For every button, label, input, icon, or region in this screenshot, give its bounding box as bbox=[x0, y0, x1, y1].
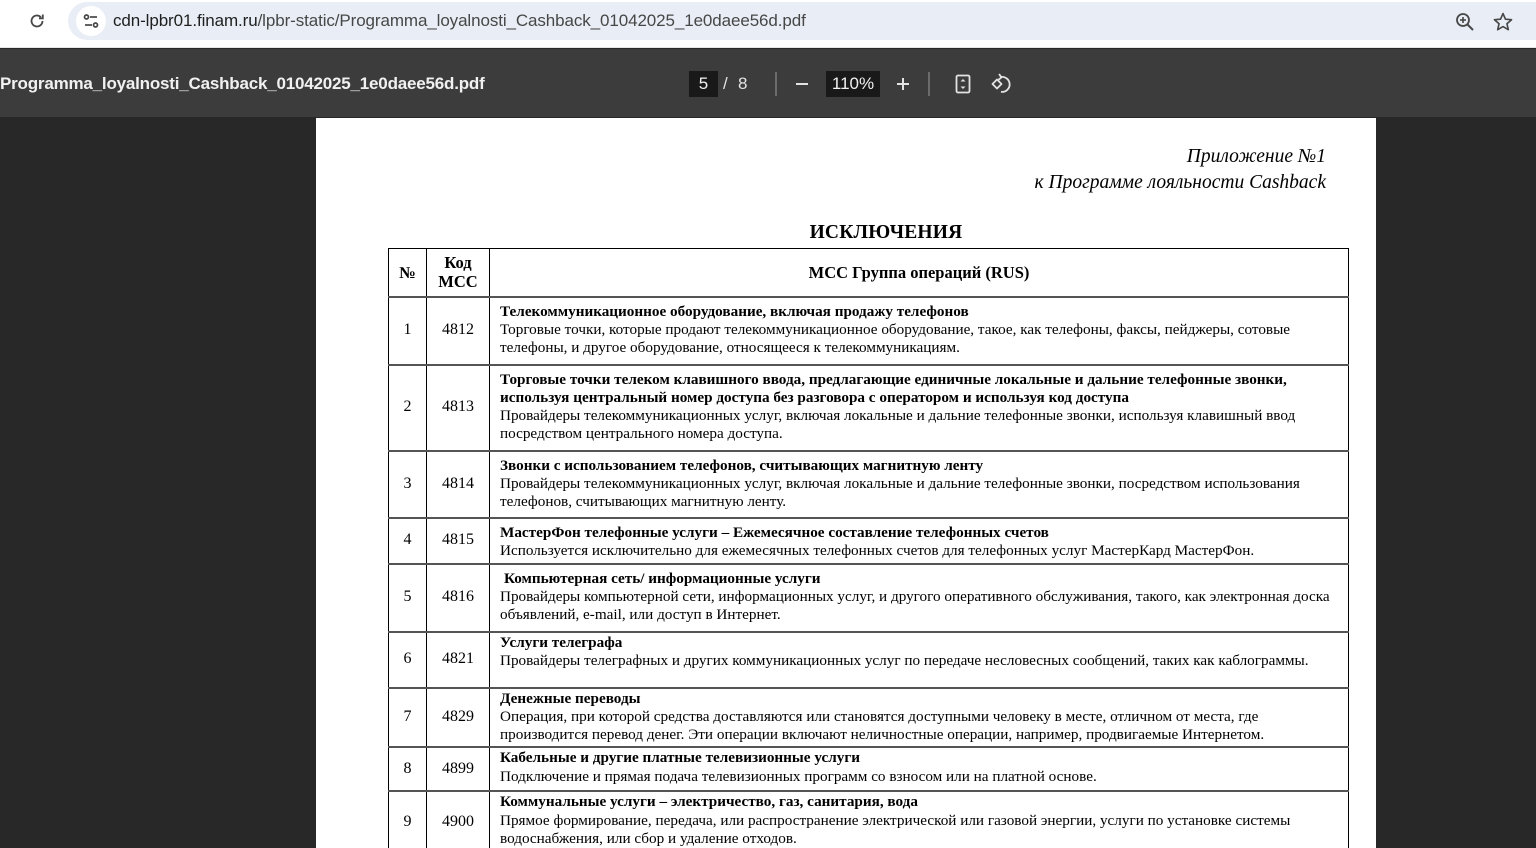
row-text: Торговые точки, которые продают телекоммуникационное оборудование, такое, как телефоны, факсы, пейджеры, сотовые телефоны, и другое оборудование, относящееся к телекоммуникациям. bbox=[500, 320, 1291, 357]
header-code-line-1: Код bbox=[444, 253, 472, 273]
row-description bbox=[490, 632, 1349, 688]
row-description bbox=[490, 518, 1349, 564]
minus-icon bbox=[794, 76, 810, 92]
row-text: Подключение и прямая подача телевизионных программ со взносом или на платной основе. bbox=[500, 767, 1097, 785]
zoom-level-input[interactable]: 110% bbox=[826, 71, 880, 97]
reload-icon bbox=[28, 12, 46, 30]
header-number: № bbox=[389, 249, 427, 297]
row-mcc-code: 4829 bbox=[427, 688, 490, 748]
row-text: Операция, при которой средства доставляются или становятся доступными человеку в месте, отличном от места, где производится перевод денег. Эти операции включают неличностные операции, например, продвигаемые Интернетом. bbox=[500, 707, 1265, 744]
browser-toolbar bbox=[0, 0, 1536, 48]
row-mcc-code: 4815 bbox=[427, 518, 490, 564]
row-text: Провайдеры компьютерной сети, информационных услуг, и другого оперативного обслуживания, такого, как электронная доска объявлений, e-mail, или доступ в Интернет. bbox=[500, 587, 1330, 624]
row-title: Компьютерная сеть/ информационные услуги bbox=[504, 569, 821, 587]
table-row bbox=[389, 688, 1349, 748]
row-text: Прямое формирование, передача, или распространение электрической или газовой энергии, услуги по установке системы водоснабжения, или сбор и удаление отходов. bbox=[500, 811, 1291, 847]
zoom-in-icon bbox=[1455, 12, 1475, 32]
address-bar[interactable] bbox=[68, 2, 1536, 40]
table-row bbox=[389, 365, 1349, 451]
rotate-button[interactable] bbox=[988, 69, 1016, 99]
page-total: 8 bbox=[738, 74, 748, 93]
appendix-caption bbox=[1035, 144, 1326, 196]
row-text: Провайдеры телеграфных и других коммуникационных услуг по передаче несловесных сообщений, таких как каблограммы. bbox=[500, 651, 1309, 669]
row-description bbox=[490, 791, 1349, 848]
row-description bbox=[490, 365, 1349, 451]
url-host: cdn-lpbr01.finam.ru bbox=[113, 11, 258, 30]
pdf-page bbox=[316, 118, 1376, 848]
document-heading: ИСКЛЮЧЕНИЯ bbox=[809, 222, 963, 243]
tune-icon bbox=[82, 13, 100, 29]
zoom-in-button[interactable] bbox=[890, 69, 916, 99]
row-title: Звонки с использованием телефонов, считывающих магнитную ленту bbox=[500, 456, 984, 474]
row-description bbox=[490, 688, 1349, 748]
row-mcc-code: 4814 bbox=[427, 451, 490, 518]
row-number: 5 bbox=[389, 564, 427, 632]
row-title: Коммунальные услуги – электричество, газ, санитария, вода bbox=[500, 793, 918, 811]
row-title: Телекоммуникационное оборудование, включая продажу телефонов bbox=[500, 302, 969, 320]
header-mcc-code bbox=[427, 249, 490, 297]
pdf-viewer[interactable] bbox=[0, 117, 1536, 848]
row-number: 1 bbox=[389, 297, 427, 365]
table-row bbox=[389, 564, 1349, 632]
row-number: 8 bbox=[389, 747, 427, 791]
zoom-out-button[interactable] bbox=[789, 69, 815, 99]
table-row bbox=[389, 632, 1349, 688]
table-header-row bbox=[389, 249, 1349, 297]
row-mcc-code: 4813 bbox=[427, 365, 490, 451]
bookmark-button[interactable] bbox=[1490, 9, 1516, 35]
row-title: МастерФон телефонные услуги – Ежемесячное составление телефонных счетов bbox=[500, 523, 1049, 541]
fit-to-page-button[interactable] bbox=[951, 69, 975, 99]
row-text: Используется исключительно для ежемесячных телефонных счетов для телефонных услуг МастерКард МастерФон. bbox=[500, 541, 1255, 559]
table-row bbox=[389, 297, 1349, 365]
table-row bbox=[389, 747, 1349, 791]
row-description bbox=[490, 297, 1349, 365]
row-mcc-code: 4899 bbox=[427, 747, 490, 791]
pdf-toolbar bbox=[0, 49, 1536, 117]
header-group: МСС Группа операций (RUS) bbox=[490, 249, 1349, 297]
row-number: 7 bbox=[389, 688, 427, 748]
reload-button[interactable] bbox=[22, 8, 52, 34]
page-separator: / bbox=[723, 74, 728, 93]
site-info-button[interactable] bbox=[76, 6, 106, 36]
row-title: Торговые точки телеком клавишного ввода, предлагающие единичные локальные и дальние телефонные звонки, используя центральный номер доступа без разговора с оператором и используя код доступа bbox=[500, 370, 1287, 406]
row-description bbox=[490, 747, 1349, 791]
row-mcc-code: 4816 bbox=[427, 564, 490, 632]
pdf-title: Programma_loyalnosti_Cashback_01042025_1e0daee56d.pdf bbox=[0, 74, 485, 93]
url-text[interactable] bbox=[113, 11, 806, 31]
table-row bbox=[389, 791, 1349, 848]
row-number: 4 bbox=[389, 518, 427, 564]
mcc-exclusions-table bbox=[388, 248, 1349, 848]
star-icon bbox=[1492, 11, 1514, 33]
row-title: Денежные переводы bbox=[500, 689, 641, 707]
row-description bbox=[490, 564, 1349, 632]
row-mcc-code: 4812 bbox=[427, 297, 490, 365]
table-row bbox=[389, 451, 1349, 518]
fit-page-icon bbox=[955, 74, 971, 94]
row-text: Провайдеры телекоммуникационных услуг, включая локальные и дальние телефонные звонки, используя клавишный ввод посредством центрального номера доступа. bbox=[500, 407, 1296, 443]
table-row bbox=[389, 518, 1349, 564]
row-text: Провайдеры телекоммуникационных услуг, включая локальные и дальние телефонные звонки, посредством использования телефонов, считывающих магнитную ленту. bbox=[500, 474, 1300, 511]
appendix-line-2: к Программе лояльности Cashback bbox=[1034, 172, 1326, 193]
page-number-input[interactable]: 5 bbox=[689, 71, 718, 97]
row-number: 3 bbox=[389, 451, 427, 518]
row-number: 2 bbox=[389, 365, 427, 451]
appendix-line-1: Приложение №1 bbox=[1186, 146, 1326, 167]
row-title: Услуги телеграфа bbox=[500, 633, 623, 651]
header-code-line-2: МСС bbox=[438, 272, 478, 292]
toolbar-divider bbox=[775, 72, 777, 96]
row-description bbox=[490, 451, 1349, 518]
row-number: 9 bbox=[389, 791, 427, 848]
url-path: /lpbr-static/Programma_loyalnosti_Cashback_01042025_1e0daee56d.pdf bbox=[257, 11, 806, 30]
page-zoom-button[interactable] bbox=[1452, 10, 1478, 34]
row-mcc-code: 4900 bbox=[427, 791, 490, 848]
row-number: 6 bbox=[389, 632, 427, 688]
plus-icon bbox=[895, 76, 911, 92]
row-mcc-code: 4821 bbox=[427, 632, 490, 688]
toolbar-divider bbox=[928, 72, 930, 96]
row-title: Кабельные и другие платные телевизионные услуги bbox=[500, 749, 860, 767]
rotate-icon bbox=[990, 73, 1014, 95]
